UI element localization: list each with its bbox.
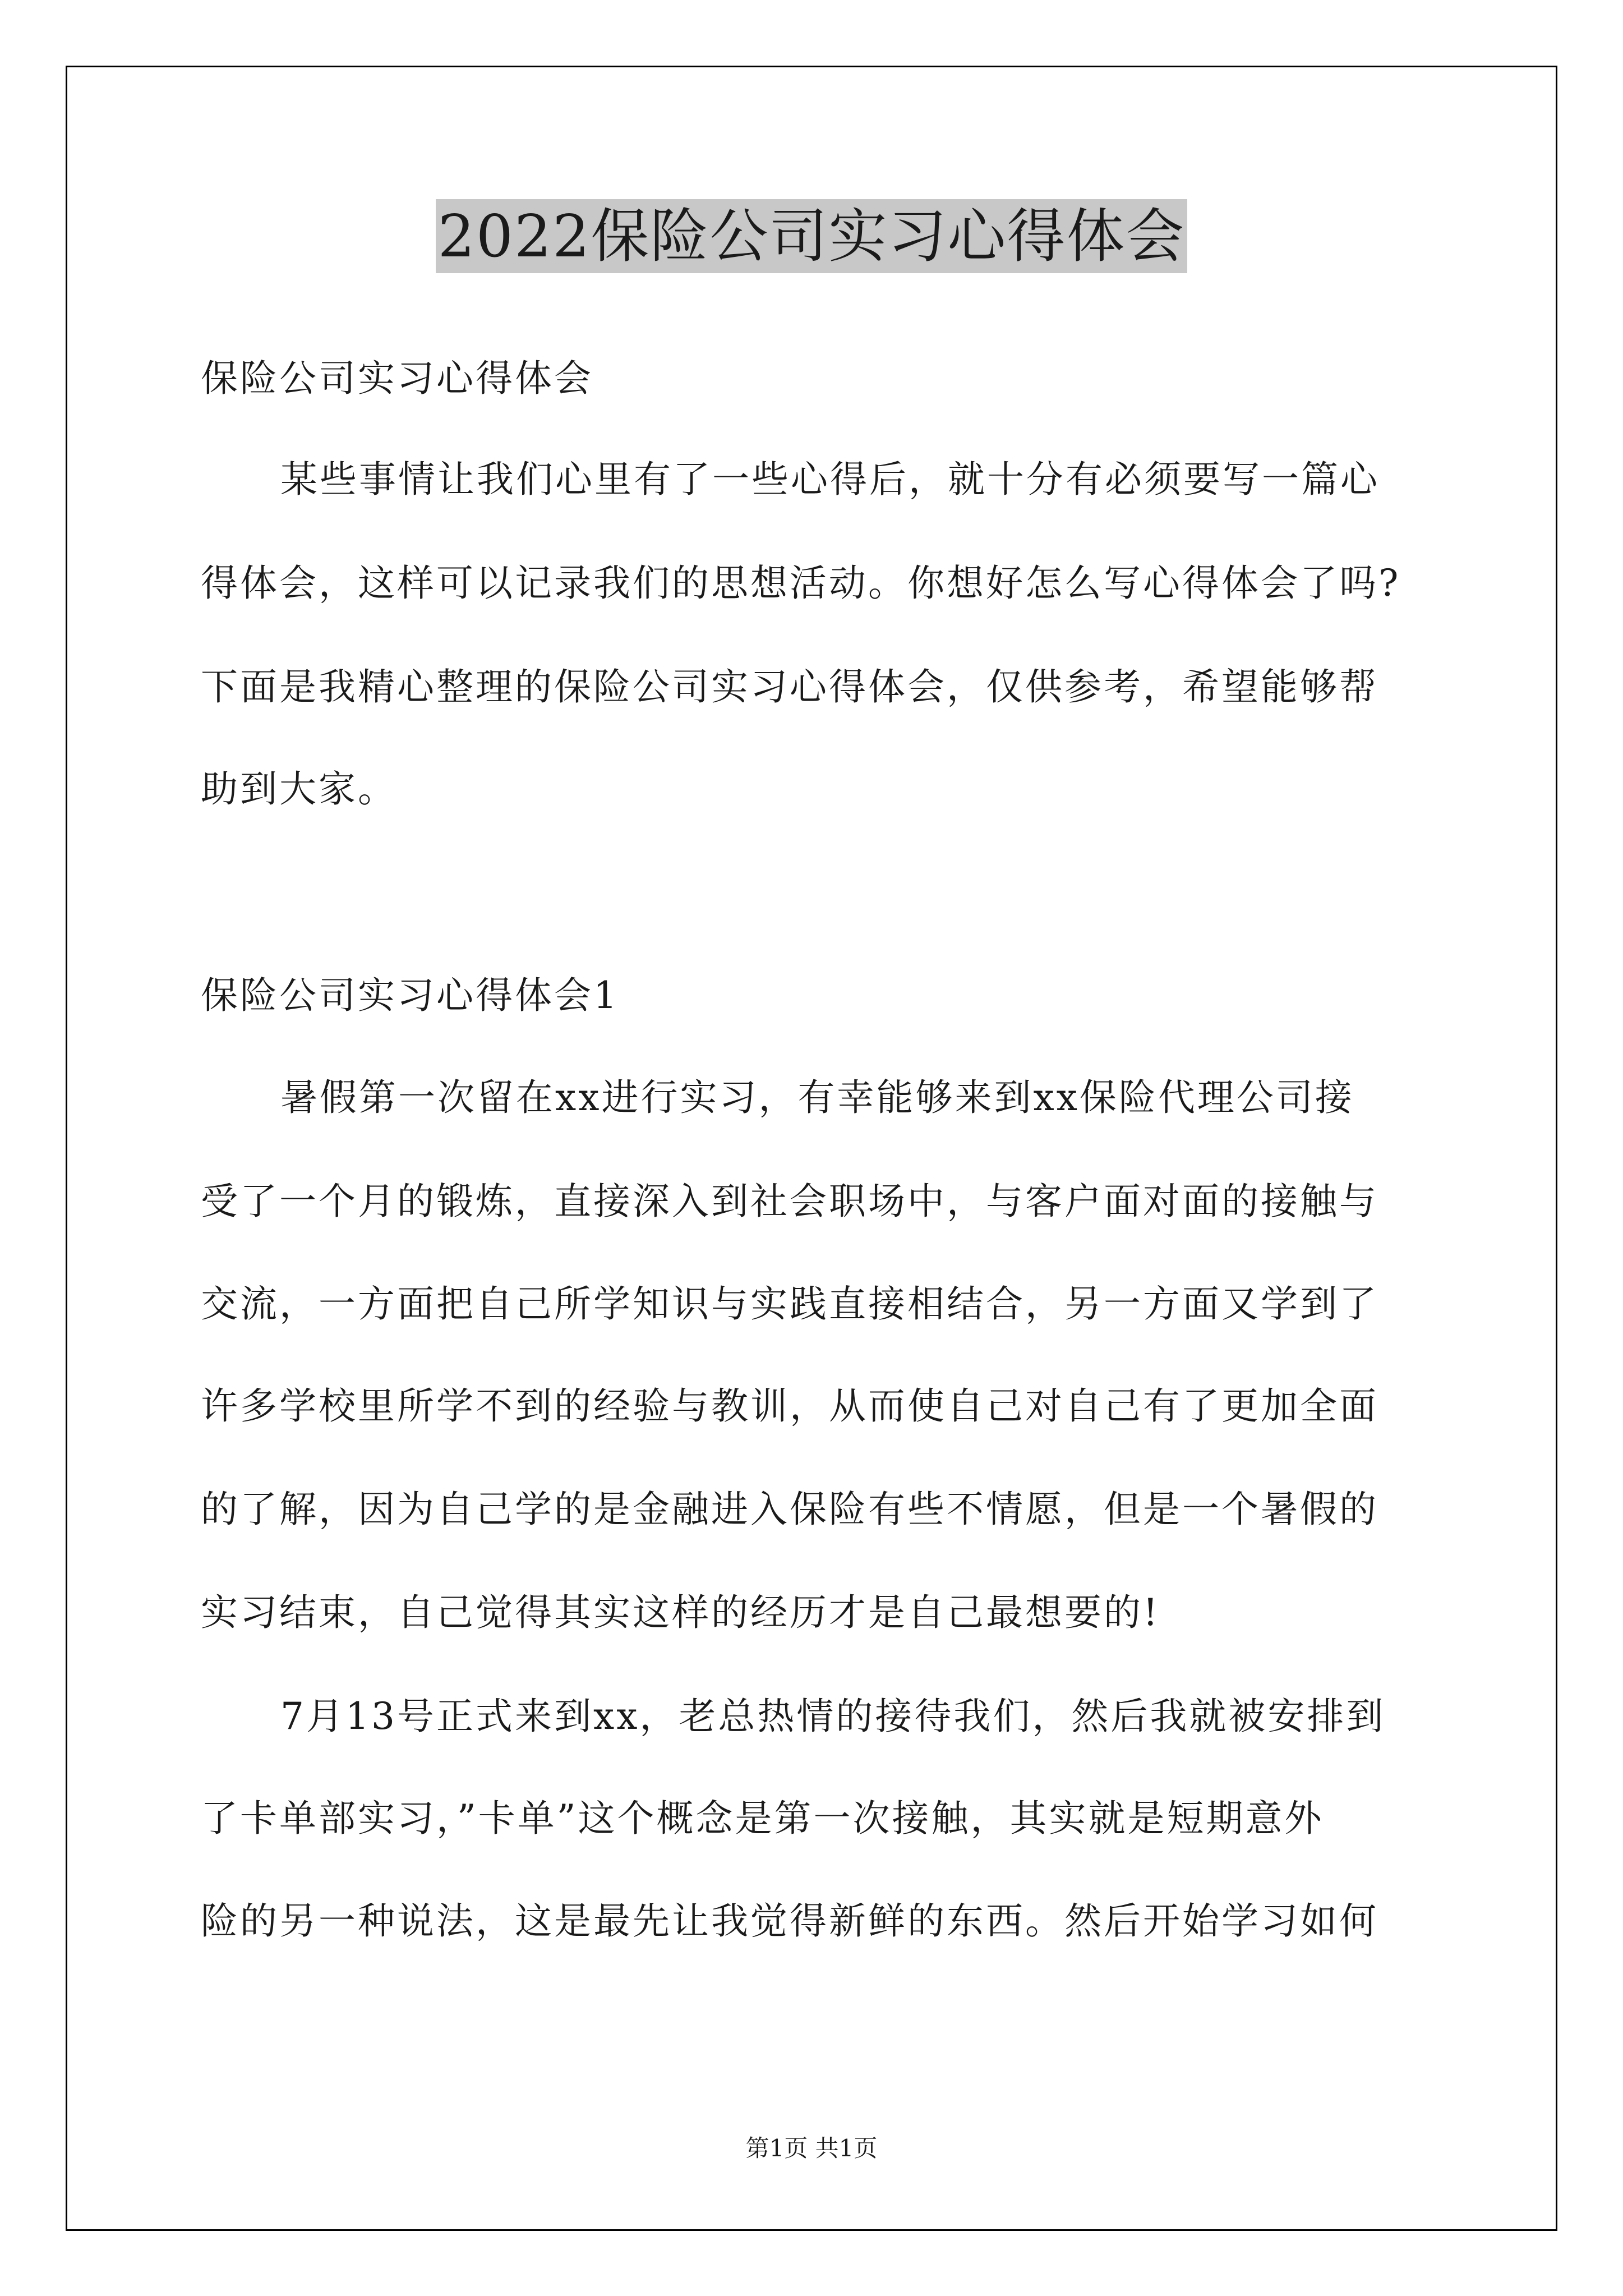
paragraph-line: 助到大家。 <box>201 767 397 811</box>
paragraph-line: 7月13号正式来到xx，老总热情的接待我们，然后我就被安排到 <box>280 1695 1386 1738</box>
paragraph-line: 险的另一种说法，这是最先让我觉得新鲜的东西。然后开始学习如何 <box>201 1899 1378 1943</box>
paragraph-line: 了卡单部实习，”卡单”这个概念是第一次接触，其实就是短期意外 <box>201 1797 1324 1840</box>
paragraph-line: 许多学校里所学不到的经验与教训，从而使自己对自己有了更加全面 <box>201 1384 1378 1428</box>
paragraph-line: 受了一个月的锻炼，直接深入到社会职场中，与客户面对面的接触与 <box>201 1180 1378 1223</box>
paragraph-line: 的了解，因为自己学的是金融进入保险有些不情愿，但是一个暑假的 <box>201 1488 1378 1531</box>
paragraph-line: 实习结束，自己觉得其实这样的经历才是自己最想要的! <box>201 1591 1160 1634</box>
paragraph-line: 交流，一方面把自己所学知识与实践直接相结合，另一方面又学到了 <box>201 1282 1378 1326</box>
paragraph-line: 某些事情让我们心里有了一些心得后，就十分有必须要写一篇心 <box>280 458 1380 501</box>
paragraph-line: 暑假第一次留在xx进行实习，有幸能够来到xx保险代理公司接 <box>280 1076 1354 1119</box>
paragraph-line: 下面是我精心整理的保险公司实习心得体会，仅供参考，希望能够帮 <box>201 665 1378 708</box>
document-title: 2022保险公司实习心得体会 <box>436 199 1188 273</box>
subtitle-line: 保险公司实习心得体会 <box>201 357 593 400</box>
page-footer: 第1页 共1页 <box>745 2134 878 2162</box>
paragraph-line: 得体会，这样可以记录我们的思想活动。你想好怎么写心得体会了吗? <box>201 562 1401 605</box>
section-heading: 保险公司实习心得体会1 <box>201 974 619 1017</box>
title-container <box>0 199 1623 273</box>
